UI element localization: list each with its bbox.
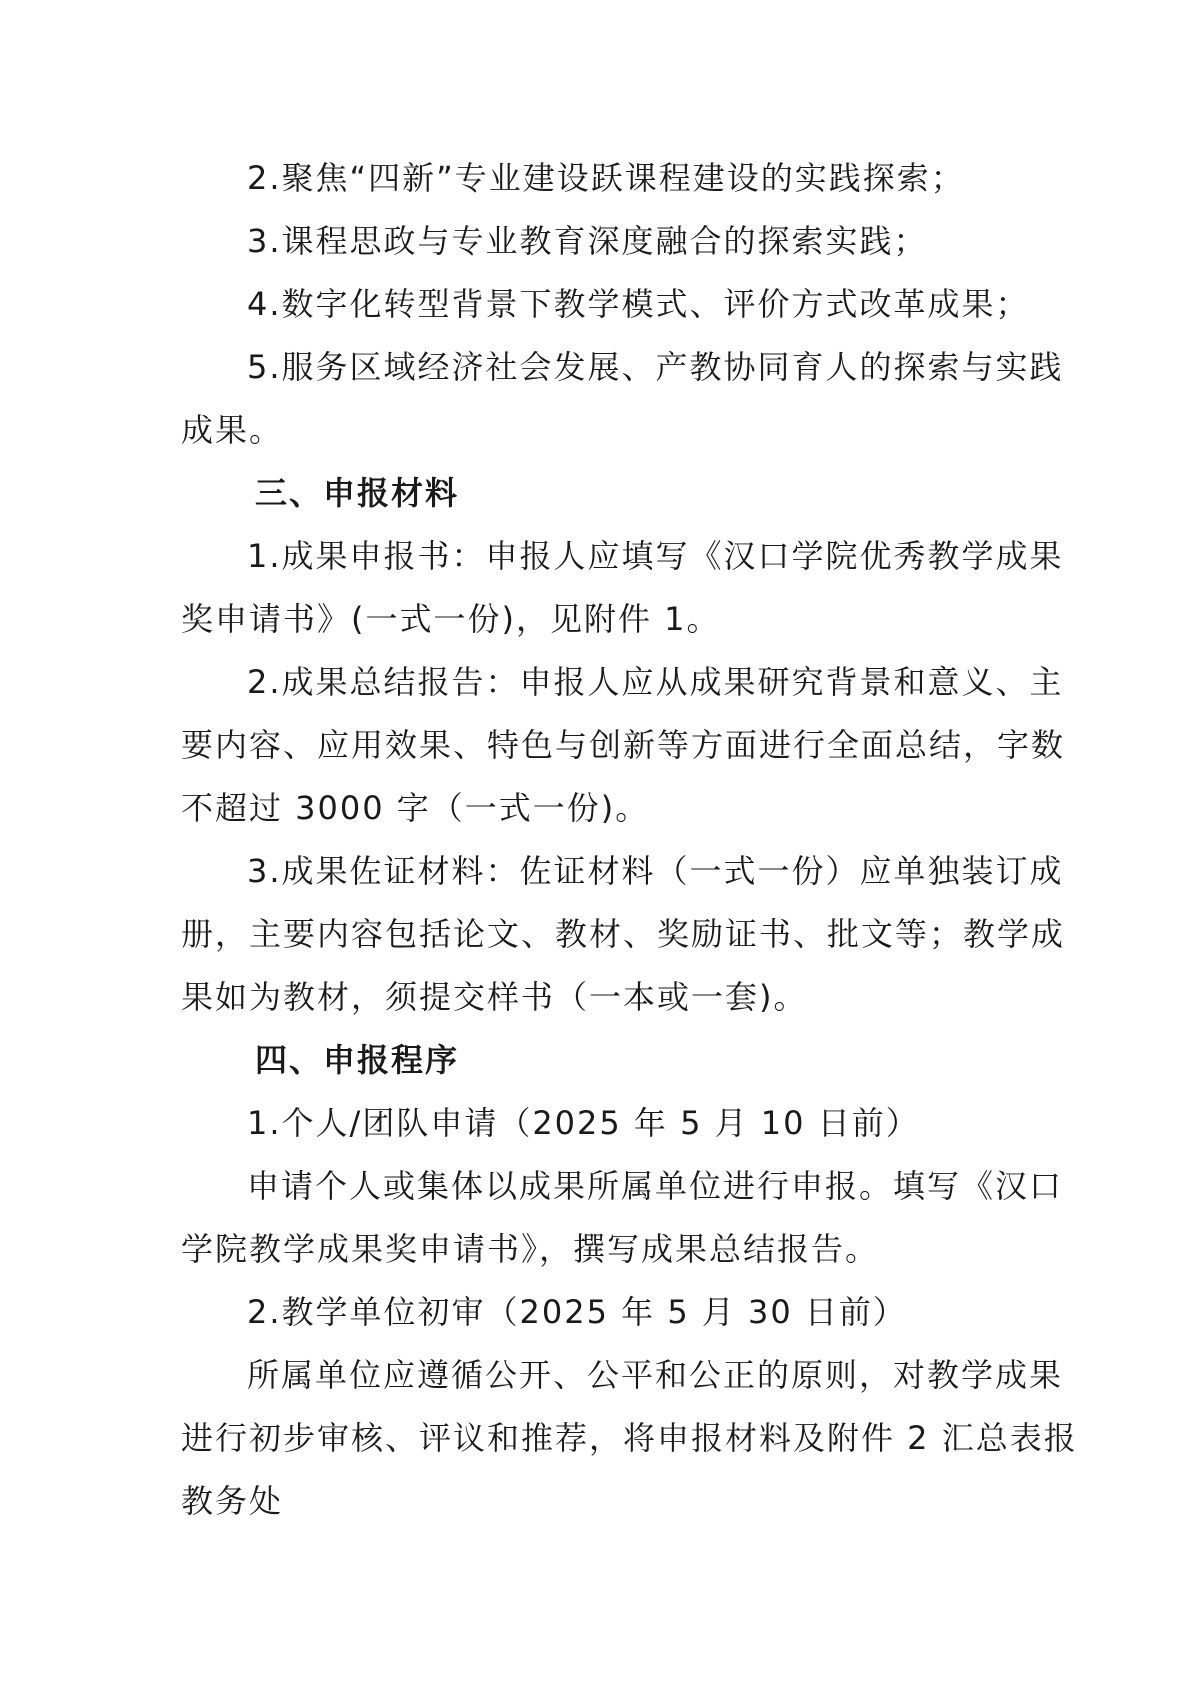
material-3-line-3: 果如为教材，须提交样书（一本或一套)。 (181, 978, 808, 1016)
material-2-line-1: 2.成果总结报告：申报人应从成果研究背景和意义、主 (247, 663, 1064, 701)
step-1-title: 1.个人/团队申请（2025 年 5 月 10 日前） (247, 1104, 920, 1142)
material-1-line-1: 1.成果申报书：申报人应填写《汉口学院优秀教学成果 (247, 537, 1064, 575)
section-heading-3: 三、申报材料 (255, 474, 460, 512)
item-2: 2.聚焦“四新”专业建设跃课程建设的实践探索； (247, 159, 965, 197)
item-3: 3.课程思政与专业教育深度融合的探索实践； (247, 222, 928, 260)
item-4: 4.数字化转型背景下教学模式、评价方式改革成果； (247, 285, 1030, 323)
step-2-title: 2.教学单位初审（2025 年 5 月 30 日前） (247, 1293, 907, 1331)
material-2-line-2: 要内容、应用效果、特色与创新等方面进行全面总结，字数 (181, 726, 1066, 764)
document-page (181, 147, 1078, 1533)
step-2-line-1: 所属单位应遵循公开、公平和公正的原则，对教学成果 (247, 1356, 1064, 1394)
material-1-line-2: 奖申请书》(一式一份)，见附件 1。 (181, 600, 721, 638)
item-5-continuation: 成果。 (181, 411, 284, 449)
material-3-line-2: 册，主要内容包括论文、教材、奖励证书、批文等；教学成 (181, 915, 1066, 953)
step-1-line-1: 申请个人或集体以成果所属单位进行申报。填写《汉口 (247, 1167, 1064, 1205)
step-1-line-2: 学院教学成果奖申请书》，撰写成果总结报告。 (181, 1230, 880, 1268)
step-2-line-2: 进行初步审核、评议和推荐，将申报材料及附件 2 汇总表报 (181, 1419, 1078, 1457)
material-3-line-1: 3.成果佐证材料：佐证材料（一式一份）应单独装订成 (247, 852, 1064, 890)
material-2-line-3: 不超过 3000 字（一式一份)。 (181, 789, 650, 827)
item-5: 5.服务区域经济社会发展、产教协同育人的探索与实践 (247, 348, 1064, 386)
step-2-line-3: 教务处 (181, 1482, 284, 1520)
section-heading-4: 四、申报程序 (255, 1041, 460, 1079)
